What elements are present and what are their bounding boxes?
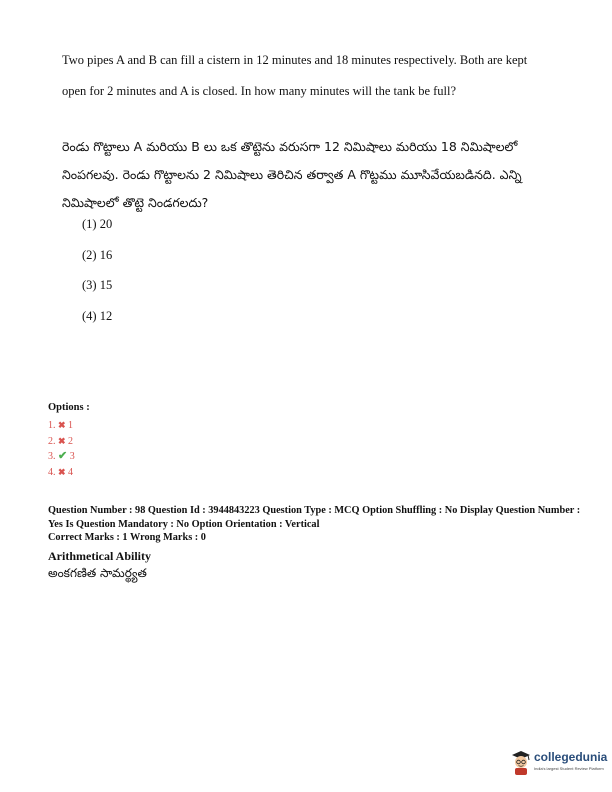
subject-english: Arithmetical Ability	[48, 549, 151, 563]
option-number: 3.	[48, 451, 56, 462]
option-number: 2.	[48, 435, 56, 447]
cross-icon: ✖	[58, 435, 66, 446]
choice-list	[82, 213, 112, 335]
option-value: 2	[68, 435, 74, 447]
cross-icon: ✖	[58, 420, 66, 430]
subject-telugu: అంకగణిత సామర్థ్యత	[48, 566, 147, 580]
logo-name: collegedunia	[534, 750, 608, 764]
option-status-row	[48, 449, 75, 465]
option-value: 4	[68, 466, 74, 478]
option-value: 1	[68, 420, 74, 431]
options-title: Options :	[48, 402, 90, 413]
choice-4: (4) 12	[82, 308, 113, 323]
option-status-list	[48, 418, 75, 480]
collegedunia-logo	[510, 748, 606, 778]
cross-icon: ✖	[58, 466, 66, 477]
choice-1: (1) 20	[82, 217, 113, 231]
question-english: Two pipes A and B can fill a cistern in 12 minutes and 18 minutes respectively. Both are kept open for 2 minutes and A is closed. In how many minutes will the tank be full?	[62, 53, 528, 98]
logo-tagline: India's largest Student Review Platform	[534, 766, 604, 771]
meta-line-2: Correct Marks : 1 Wrong Marks : 0	[48, 532, 206, 543]
option-status-row	[48, 434, 75, 450]
question-meta	[48, 504, 588, 545]
option-number: 1.	[48, 420, 56, 431]
question-telugu: రెండు గొట్టాలు A మరియు B లు ఒక తొట్టెను వరుసగా 12 నిమిషాలు మరియు 18 నిమిషాలలో నింపగలవు. రెండు గొట్టాలను 2 నిమిషాలు తెరిచిన తర్వాత A గొట్టము మూసివేయబడినది. ఎన్ని నిమిషాలలో తొట్టె నిండగలదు?	[62, 139, 522, 210]
option-value: 3	[69, 451, 75, 462]
option-number: 4.	[48, 466, 56, 478]
choice-2: (2) 16	[82, 247, 113, 262]
choice-3: (3) 15	[82, 278, 113, 292]
meta-line-1: Question Number : 98 Question Id : 3944843223 Question Type : MCQ Option Shuffling : No Display Question Number : Yes Is Question Mandatory : No Option Orientation : Vertical	[48, 505, 581, 530]
option-status-row	[48, 418, 75, 434]
check-icon: ✔	[58, 450, 68, 462]
student-mascot-icon	[510, 748, 532, 776]
option-status-row	[48, 465, 75, 481]
